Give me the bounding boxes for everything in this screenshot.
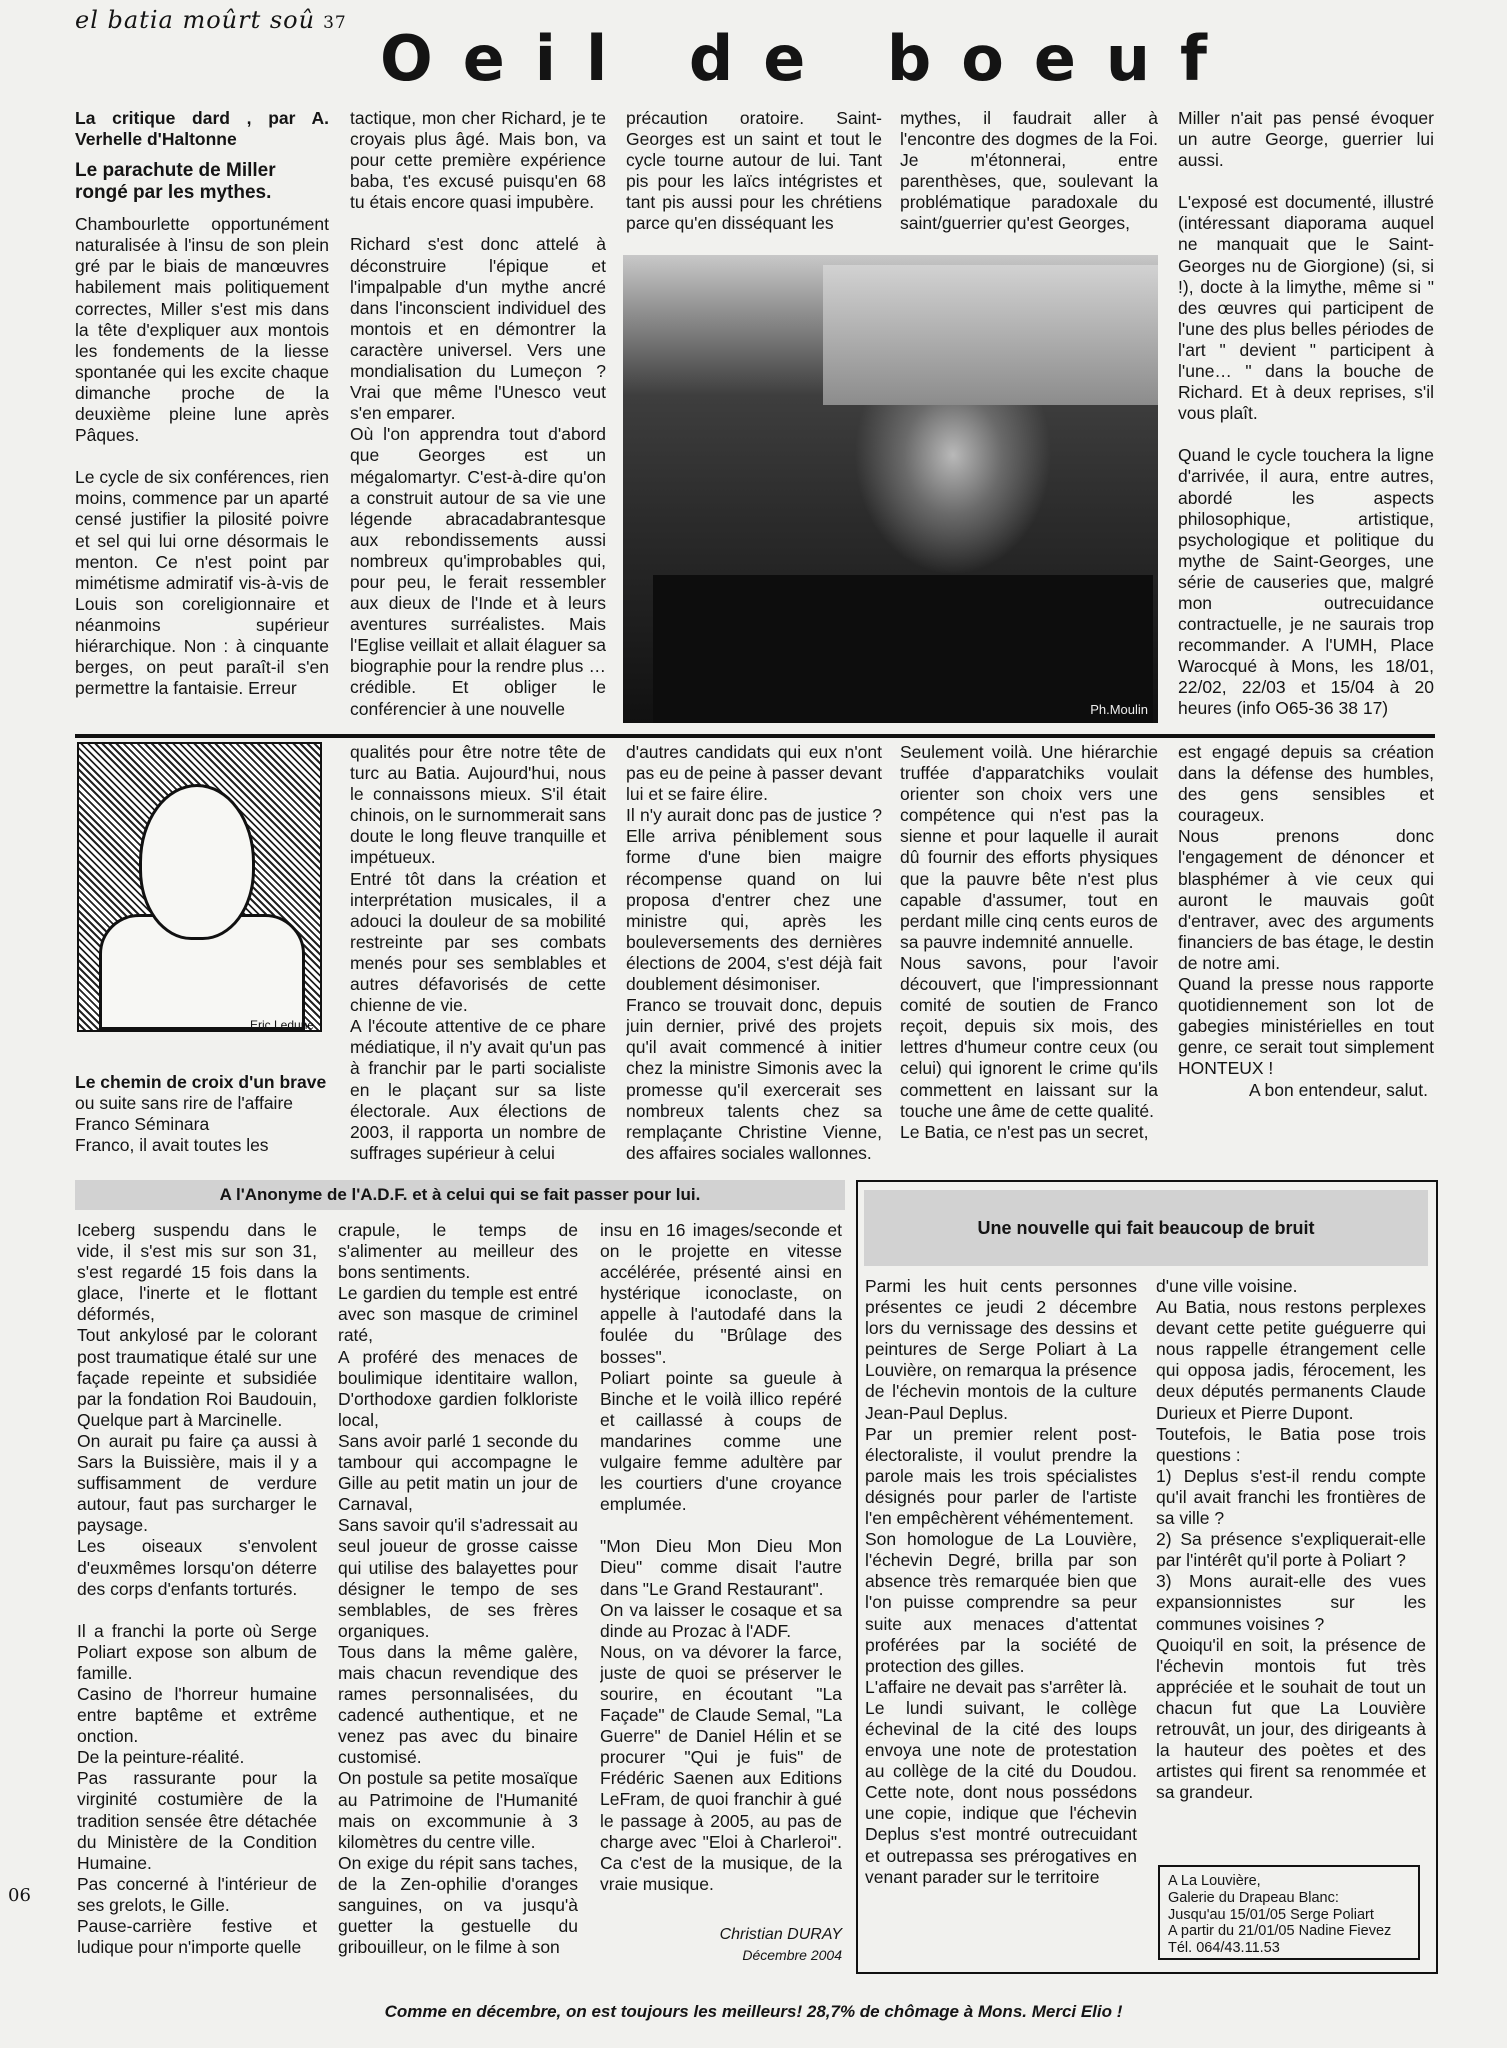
article1-paragraph: Où l'on apprendra tout d'abord que Georges est un mégalomartyr. C'est-à-dire qu'on a construit autour de sa vie une légende abracadabrantesque aux rebondissements aussi nombreux qu'improbables qui, pour peu, le ferait ressembler aux dieux de l'Inde et à leurs aventures surréalistes. Mais l'Eglise veillait et allait élaguer sa biographie pour la rendre plus …crédible. Et obliger le conférencier à une nouvelle — [350, 424, 606, 719]
masthead-title: el batia moûrt soû — [75, 6, 316, 34]
article3-paragraph: Les oiseaux s'envolent d'euxmêmes lorsqu'on déterre des corps d'enfants torturés. — [77, 1536, 317, 1599]
article2-col2 — [350, 742, 606, 1162]
portrait-illustration — [77, 742, 322, 1032]
article4-paragraph: Quoiqu'il en soit, la présence de l'échevin montois fut très appréciée et le souhait de tout un chacun fut que La Louvière retrouvât, un jour, des dirigeants à la hauteur des poètes et des artistes qui firent sa renommée et sa grandeur. — [1156, 1634, 1426, 1803]
article3-paragraph: Poliart pointe sa gueule à Binche et le voilà illico repéré et caillassé à coups de mandarines comme une vulgaire femme adultère par les courtiers d'une croyance emplumée. — [600, 1367, 842, 1515]
article3-paragraph: Casino de l'horreur humaine entre baptême et extrême onction. — [77, 1683, 317, 1747]
article1-paragraph: Quand le cycle touchera la ligne d'arrivée, il aura, entre autres, abordé les aspects philosophique, artistique, psychologique et politique du mythe de Saint-Georges, une série de causeries que, malgré mon outrecuidance contractuelle, je ne saurais trop recommander. A l'UMH, Place Warocqué à Mons, les 18/01, 22/02, 22/03 et 15/04 à 20 heures (info O65-36 38 17) — [1178, 445, 1434, 719]
illustration-credit: Eric Ledune — [250, 1018, 315, 1032]
article3-paragraph: crapule, le temps de s'alimenter au meilleur des bons sentiments. — [338, 1220, 578, 1283]
photo-credit: Ph.Moulin — [1090, 702, 1148, 717]
article4-paragraph: Par un premier relent post-électoraliste, il voulut prendre la parole mais les trois spécialistes désignés pour parler de l'artiste l'en empêchèrent véhémentement. — [865, 1423, 1137, 1529]
article3-paragraph: A proféré des menaces de boulimique identitaire wallon, D'orthodoxe gardien folkloriste local, — [338, 1346, 578, 1430]
article1-paragraph: Richard s'est donc attelé à déconstruire l'épique et l'impalpable d'un mythe ancré dans l'inconscient individuel des montois et en démontrer la caractère universel. Vers une mondialisation du Lumeçon ? Vrai que même l'Unesco veut s'en emparer. — [350, 234, 606, 424]
article3-paragraph: Iceberg suspendu dans le vide, il s'est mis sur son 31, s'est regardé 15 fois dans la glace, l'inerte et le flottant déformés, — [77, 1220, 317, 1325]
article2-col1 — [75, 1072, 329, 1162]
article2-col4 — [900, 742, 1158, 1162]
article3-paragraph: Pas concerné à l'intérieur de ses grelots, le Gille. — [77, 1873, 317, 1915]
info-line: A La Louvière, — [1168, 1873, 1261, 1889]
article4-paragraph: 1) Deplus s'est-il rendu compte qu'il avait franchi les frontières de sa ville ? — [1156, 1465, 1426, 1529]
page-number: 37 — [323, 13, 347, 33]
article2-subhead: ou suite sans rire de l'affaire Franco Séminara — [75, 1093, 293, 1135]
masthead — [75, 6, 347, 34]
section-divider — [75, 734, 1435, 738]
article4-col2 — [1156, 1276, 1426, 1856]
article2-paragraph: Nous prenons donc l'engagement de dénoncer et blasphémer à vie ceux qui auront le mauvais goût d'entraver, avec des arguments financiers de bas étage, le destin de notre ami. — [1178, 826, 1434, 973]
article4-paragraph: Parmi les huit cents personnes présentes ce jeudi 2 décembre lors du vernissage des dessins et peintures de Serge Poliart à La Louvière, on remarqua la présence de l'échevin montois de la culture Jean-Paul Deplus. — [865, 1276, 1137, 1423]
article3-paragraph: Tous dans la même galère, mais chacun revendique des rames personnalisées, du cadencé authentique, et ne venez pas avec du binaire customisé. — [338, 1641, 578, 1768]
page-title: Oeil de boeuf — [380, 22, 1237, 95]
article4-col1 — [865, 1276, 1137, 1966]
article1-col2 — [350, 108, 606, 730]
article2-paragraph: Le Batia, ce n'est pas un secret, — [900, 1121, 1149, 1142]
article3-col2 — [338, 1220, 578, 1965]
article2-paragraph: Entré tôt dans la création et interprétation musicales, il a adouci la douleur de sa mobilité restreinte par ses combats menés pour ses semblables et autres défavorisés de cette chienne de vie. — [350, 868, 606, 1016]
article2-paragraph: Quand la presse nous rapporte quotidiennement son lot de gabegies ministérielles en tout genre, ce serait tout simplement HONTEUX ! — [1178, 974, 1434, 1079]
info-line: Tél. 064/43.11.53 — [1168, 1940, 1280, 1957]
article1-paragraph: Le cycle de six conférences, rien moins, commence par un aparté censé justifier la pilosité poivre et sel qui lui orne désormais le menton. Ce n'est point par mimétisme admiratif vis-à-vis de Louis son coreligionnaire et néanmoins supérieur hiérarchique. Non : à cinquante berges, on peut paraît-il s'en permettre la fantaisie. Erreur — [75, 467, 329, 699]
article4-paragraph: Son homologue de La Louvière, l'échevin Degré, brilla par son absence très remarquée bien que l'on puisse comprendre sa peur suite aux menaces d'attentat proférées par la société de protection des gilles. — [865, 1529, 1137, 1676]
article2-paragraph: qualités pour être notre tête de turc au Batia. Aujourd'hui, nous le connaissons mieux. S'il était chinois, on le surnommerait sans doute le long fleuve tranquille et impétueux. — [350, 742, 606, 868]
info-line: Galerie du Drapeau Blanc: — [1168, 1889, 1339, 1906]
article3-paragraph: Pause-carrière festive et ludique pour n'importe quelle — [77, 1916, 317, 1958]
article1-paragraph: L'exposé est documenté, illustré (intéressant diaporama auquel ne manquait que le Saint-Georges nu de Giorgione) (si, si !), docte à la limythe, même si " des œuvres qui participent de l'une des plus belles périodes de l'art " devient " participent à l'une… " dans la bouche de Richard. Et à deux reprises, s'il vous plaît. — [1178, 192, 1434, 424]
speaker-photo — [623, 255, 1158, 723]
gallery-info-box — [1158, 1865, 1420, 1960]
article3-paragraph: Le gardien du temple est entré avec son masque de criminel raté, — [338, 1283, 578, 1346]
article2-paragraph: d'autres candidats qui eux n'ont pas eu de peine à passer devant lui et se faire élire. — [626, 742, 882, 805]
article3-paragraph: Pas rassurante pour la virginité costumière de la tradition sensée être détachée du Ministère de la Condition Humaine. — [77, 1768, 317, 1873]
article2-paragraph: Seulement voilà. Une hiérarchie truffée d'apparatchiks voulait orienter son choix vers une compétence qui n'est pas la sienne et pour laquelle il aurait dû fournir des efforts physiques que la pauvre bête n'est plus capable d'assumer, tout en perdant mille cinq cents euros de sa pauvre indemnité annuelle. — [900, 742, 1158, 952]
margin-number: 06 — [8, 1885, 31, 1906]
article3-paragraph: Nous, on va dévorer la farce, juste de quoi se préserver le sourire, en écoutant "La Façade" de Claude Semal, "La Guerre" de Daniel Hélin et se procurer "Qui je fuis" de Frédéric Saenen aux Editions LeFram, de quoi franchir à gué le passage à 2005, au pas de charge avec "Eloi à Charleroi". Ca c'est de la musique, de la vraie musique. — [600, 1641, 842, 1894]
article4-paragraph: L'affaire ne devait pas s'arrêter là. — [865, 1676, 1128, 1697]
article2-paragraph: Franco se trouvait donc, depuis juin dernier, privé des projets qu'il avait commencé à initier chez la ministre Simonis avec la promesse qu'il exercerait ses nombreux talents chez sa remplaçante Christine Vienne, des affaires sociales wallonnes. — [626, 995, 882, 1162]
info-line: A partir du 21/01/05 Nadine Fievez — [1168, 1923, 1392, 1940]
article3-banner: A l'Anonyme de l'A.D.F. et à celui qui se fait passer pour lui. — [75, 1180, 845, 1210]
article3-paragraph: Sans avoir parlé 1 seconde du tambour qui accompagne le Gille au petit matin un jour de Carnaval, — [338, 1430, 578, 1515]
article2-signoff: A bon entendeur, salut. — [1248, 1079, 1428, 1100]
signature-date: Décembre 2004 — [742, 1947, 842, 1963]
article3-paragraph: "Mon Dieu Mon Dieu Mon Dieu" comme disait l'autre dans "Le Grand Restaurant". — [600, 1536, 842, 1599]
article1-headline: Le parachute de Miller rongé par les mythes. — [75, 160, 276, 204]
article2-paragraph: A l'écoute attentive de ce phare médiatique, il n'y avait qu'un pas à franchir par le parti socialiste en le plaçant sur sa liste électorale. Aux élections de 2003, il rapporta un nombre de suffrages supérieur à celui — [350, 1016, 606, 1162]
article2-paragraph: Nous savons, pour l'avoir découvert, que l'impressionnant comité de soutien de Franco reçoit, depuis six mois, des lettres d'humeur contre ceux (ou celui) qui ignorent le crime qu'ils commettent en laissant sur la touche une âme de cette qualité. — [900, 952, 1158, 1121]
article1-paragraph: précaution oratoire. Saint-Georges est un saint et tout le cycle tourne autour de lui. Tant pis pour les laïcs intégristes et tant pis aussi pour les chrétiens parce qu'en disséquant les — [626, 108, 882, 234]
blackboard — [823, 265, 1158, 405]
footer-slogan: Comme en décembre, on est toujours les meilleurs! 28,7% de chômage à Mons. Merci Elio ! — [384, 2002, 1123, 2021]
lectern — [653, 575, 1153, 723]
article4-paragraph: Le lundi suivant, le collège échevinal de la cité des loups envoya une note de protestation au collège de la cité du Doudou. Cette note, dont nous possédons une copie, indique que l'échevin Deplus s'est montré outrecuidant et outrepassa ses prérogatives en venant parader sur le territoire — [865, 1697, 1137, 1887]
article3-paragraph: Il a franchi la porte où Serge Poliart expose son album de famille. — [77, 1620, 317, 1683]
article3-col3 — [600, 1220, 842, 1920]
article4-paragraph: 3) Mons aurait-elle des vues expansionnistes sur les communes voisines ? — [1156, 1571, 1426, 1634]
article3-paragraph: On va laisser le cosaque et sa dinde au Prozac à l'ADF. — [600, 1599, 842, 1641]
article4-paragraph: Au Batia, nous restons perplexes devant cette petite guéguerre qui nous rappelle étrangement celle qui opposa jadis, férocement, les deux députés permanents Claude Durieux et Pierre Dupont. — [1156, 1297, 1426, 1423]
illustration-face — [139, 784, 255, 940]
article3-paragraph: On postule sa petite mosaïque au Patrimoine de l'Humanité mais on excommunie à 3 kilomètres du centre ville. — [338, 1768, 578, 1852]
article2-col3 — [626, 742, 882, 1162]
article2-headline: Le chemin de croix d'un brave — [75, 1072, 327, 1092]
article2-paragraph: est engagé depuis sa création dans la défense des humbles, des gens sensibles et courageux. — [1178, 742, 1434, 826]
article1-paragraph: mythes, il faudrait aller à l'encontre des dogmes de la Foi. Je m'étonnerai, entre parenthèses, que, soulevant la problématique paradoxale du saint/guerrier qu'est Georges, — [900, 108, 1158, 234]
article1-col3 — [626, 108, 882, 236]
article2-paragraph: Il n'y aurait donc pas de justice ? Elle arriva péniblement sous forme d'une bien maigre récompense quand on lui proposa d'entrer chez une ministre qui, après les bouleversements des dernières élections de 2004, s'est déjà fait doublement désimoniser. — [626, 805, 882, 995]
article4-paragraph: d'une ville voisine. — [1156, 1276, 1298, 1296]
article1-col1 — [75, 108, 329, 730]
article2-paragraph: Franco, il avait toutes les — [75, 1135, 269, 1156]
article3-paragraph: On aurait pu faire ça aussi à Sars la Buissière, mais il y a suffisamment de verdure autour, faut pas surcharger le paysage. — [77, 1430, 317, 1536]
article3-paragraph: Tout ankylosé par le colorant post traumatique étalé sur une façade repeinte et subsidiée par la fondation Roi Baudouin, Quelque part à Marcinelle. — [77, 1325, 317, 1430]
article3-signature — [600, 1925, 842, 1965]
article3-col1 — [77, 1220, 317, 1965]
article3-paragraph: insu en 16 images/seconde et on le projette en vitesse accélérée, présenté ainsi en hystérique iconoclaste, on appelle à l'autodafé dans la foulée du "Brûlage des bosses". — [600, 1220, 842, 1367]
article3-paragraph: Sans savoir qu'il s'adressait au seul joueur de grosse caisse qui utilise des balayettes pour désigner le tempo de ses semblables, de ses frères organiques. — [338, 1515, 578, 1641]
article3-paragraph: De la peinture-réalité. — [77, 1747, 245, 1768]
article1-col5 — [1178, 108, 1434, 730]
article1-col4 — [900, 108, 1158, 236]
article3-paragraph: On exige du répit sans taches, de la Zen-ophilie d'oranges sanguines, on va jusqu'à guetter la gestuelle du gribouilleur, on le filme à son — [338, 1852, 578, 1958]
article1-paragraph: Chambourlette opportunément naturalisée à l'insu de son plein gré par le biais de manœuvres habilement mais politiquement correctes, Miller s'est mis dans la tête d'expliquer aux montois les fondements de la liesse spontanée qui les excite chaque dimanche proche de la deuxième pleine lune après Pâques. — [75, 214, 329, 446]
info-line: Jusqu'au 15/01/05 Serge Poliart — [1168, 1906, 1374, 1923]
article4-paragraph: Toutefois, le Batia pose trois questions : — [1156, 1423, 1426, 1465]
article1-paragraph: tactique, mon cher Richard, je te croyais plus âgé. Mais bon, va pour cette première expérience baba, t'es excusé puisqu'en 68 tu étais encore quasi impubère. — [350, 108, 606, 213]
article1-paragraph: Miller n'ait pas pensé évoquer un autre George, guerrier lui aussi. — [1178, 108, 1434, 171]
article2-col5 — [1178, 742, 1434, 1162]
article4-paragraph: 2) Sa présence s'expliquerait-elle par l'intérêt qu'il porte à Poliart ? — [1156, 1529, 1426, 1571]
article1-byline: La critique dard , par A. Verhelle d'Haltonne — [75, 108, 329, 150]
signature-name: Christian DURAY — [719, 1926, 842, 1943]
article4-banner: Une nouvelle qui fait beaucoup de bruit — [864, 1190, 1428, 1266]
